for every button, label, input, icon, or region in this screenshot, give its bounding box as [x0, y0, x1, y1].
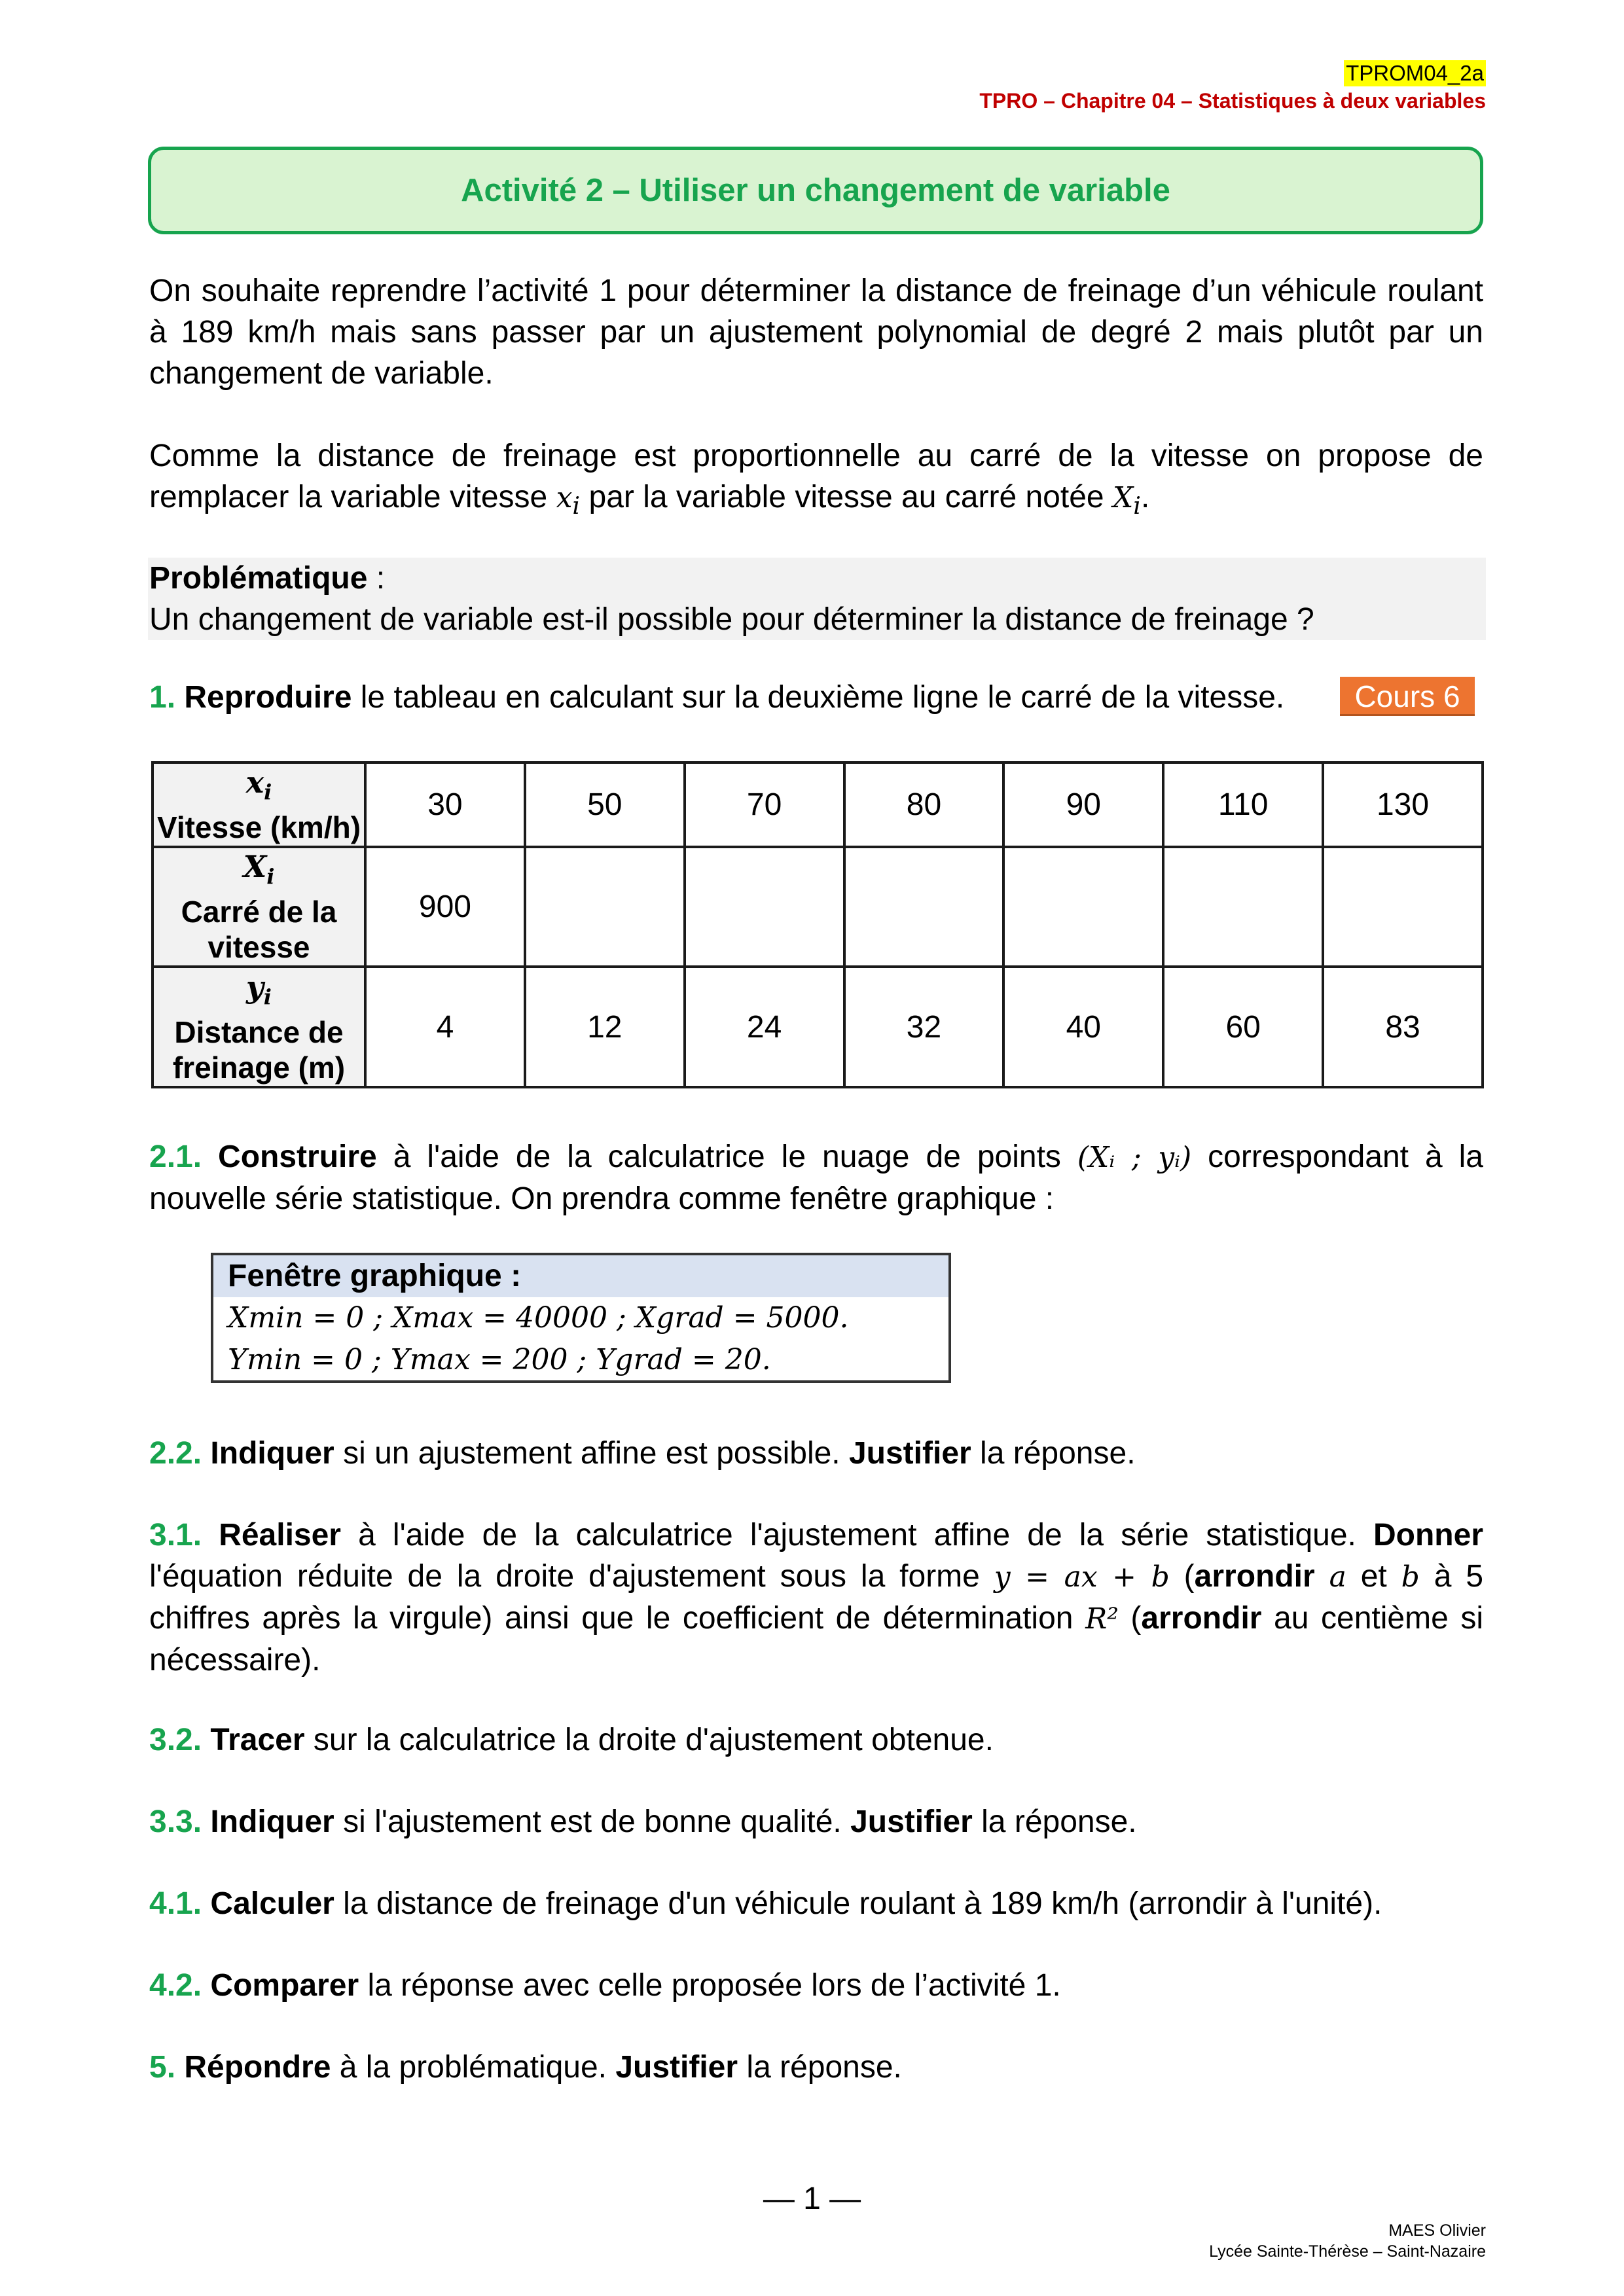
- activity-title-box: [148, 147, 1483, 234]
- var-x: $x_i$: [556, 481, 581, 520]
- problematique-label: Problématique: [149, 561, 368, 596]
- table-cell: 70: [685, 762, 844, 847]
- table-cell: 4: [365, 967, 525, 1087]
- graph-window-y-settings: Ymin = 0 ; Ymax = 200 ; Ygrad = 20.: [228, 1343, 771, 1376]
- document-code: TPROM04_2a: [1344, 60, 1486, 86]
- question-4-1: 4.1. Calculer la distance de freinage d'un véhicule roulant à 189 km/h (arrondir à l'unité).: [149, 1886, 1382, 1921]
- question-1: [149, 677, 1483, 718]
- question-number: 1.: [149, 680, 176, 715]
- var-X: $X_i$: [1112, 481, 1141, 520]
- table-cell: [844, 847, 1004, 967]
- row-header: [153, 762, 365, 847]
- graph-window-title: Fenêtre graphique :: [213, 1255, 948, 1297]
- table-cell: 80: [844, 762, 1004, 847]
- row-label: Vitesse (km/h): [156, 810, 361, 845]
- activity-title: Activité 2 – Utiliser un changement de variable: [461, 173, 1170, 208]
- table-cell: 32: [844, 967, 1004, 1087]
- question-3-1: 3.1. Réaliser à l'aide de la calculatrice l'ajustement affine de la série statistique. Donner l'équation réduite de la droite d'ajustement sous la forme y = ax + b (arrondir a et b à 5 chiffres après la virgule) ainsi que le coefficient de détermination R² (arrondir au centième si nécessaire).: [149, 1518, 1484, 1677]
- table-row: [153, 847, 1483, 967]
- table-cell: [1323, 847, 1483, 967]
- cours-reference-badge[interactable]: Cours 6: [1340, 677, 1475, 716]
- row-header: [153, 967, 365, 1087]
- point-notation: (Xᵢ ; yᵢ): [1077, 1141, 1192, 1174]
- data-table: [151, 761, 1484, 1088]
- footer-author: MAES Olivier: [1388, 2221, 1486, 2240]
- row-label: Carré de la vitesse: [181, 895, 337, 965]
- question-verb: Construire: [218, 1139, 377, 1174]
- table-cell: [525, 847, 685, 967]
- question-text: le tableau en calculant sur la deuxième ligne le carré de la vitesse.: [352, 680, 1285, 715]
- table-cell: 50: [525, 762, 685, 847]
- problematique-question: Un changement de variable est-il possible pour déterminer la distance de freinage ?: [149, 602, 1314, 637]
- row-label: Distance de freinage (m): [172, 1014, 346, 1085]
- table-cell: 110: [1163, 762, 1323, 847]
- row-symbol: $X_i$: [243, 849, 275, 889]
- question-2-2: 2.2. Indiquer si un ajustement affine est possible. Justifier la réponse.: [149, 1436, 1136, 1471]
- equation: y = ax + b: [994, 1560, 1170, 1594]
- table-row: [153, 762, 1483, 847]
- chapter-title: TPRO – Chapitre 04 – Statistiques à deux variables: [979, 89, 1486, 113]
- question-number: 2.2.: [149, 1436, 202, 1471]
- r-squared: R²: [1085, 1602, 1119, 1636]
- problematique: Problématique : Un changement de variable est-il possible pour déterminer la distance de freinage ?: [149, 558, 1483, 640]
- question-number: 3.1.: [149, 1518, 202, 1552]
- question-5: 5. Répondre à la problématique. Justifier la réponse.: [149, 2050, 902, 2085]
- question-3-2: 3.2. Tracer sur la calculatrice la droite d'ajustement obtenue.: [149, 1723, 994, 1757]
- table-cell: 130: [1323, 762, 1483, 847]
- footer-school: Lycée Sainte-Thérèse – Saint-Nazaire: [1209, 2242, 1486, 2261]
- row-symbol: $x_i$: [245, 764, 272, 805]
- question-number: 2.1.: [149, 1139, 202, 1174]
- table-cell: 60: [1163, 967, 1323, 1087]
- intro-paragraph-1: [149, 270, 1483, 394]
- table-cell: [1003, 847, 1163, 967]
- question-2-1: 2.1. Construire à l'aide de la calculatrice le nuage de points (Xᵢ ; yᵢ) correspondant à la nouvelle série statistique. On prendra comme fenêtre graphique :: [149, 1139, 1484, 1216]
- page-number: — 1 —: [763, 2181, 861, 2216]
- intro-text-2a: Comme la distance de freinage est proportionnelle au carré de la vitesse on propose de remplacer la variable vitesse: [149, 439, 1483, 514]
- table-cell: 900: [365, 847, 525, 967]
- table-cell: 40: [1003, 967, 1163, 1087]
- graph-window-x-settings: Xmin = 0 ; Xmax = 40000 ; Xgrad = 5000.: [228, 1301, 849, 1335]
- graph-window-box: [211, 1253, 951, 1383]
- intro-paragraph-2: Comme la distance de freinage est proportionnelle au carré de la vitesse on propose de remplacer la variable vitesse $x_i$ par la variable vitesse au carré notée $X_i$.: [149, 439, 1483, 520]
- question-verb: Reproduire: [184, 680, 352, 715]
- table-row: [153, 967, 1483, 1087]
- table-cell: 30: [365, 762, 525, 847]
- intro-text-2b: par la variable vitesse au carré notée: [580, 480, 1113, 514]
- row-header: [153, 847, 365, 967]
- table-cell: [685, 847, 844, 967]
- table-cell: 24: [685, 967, 844, 1087]
- table-cell: 83: [1323, 967, 1483, 1087]
- question-3-3: 3.3. Indiquer si l'ajustement est de bonne qualité. Justifier la réponse.: [149, 1804, 1137, 1839]
- table-cell: 12: [525, 967, 685, 1087]
- table-cell: [1163, 847, 1323, 967]
- table-cell: 90: [1003, 762, 1163, 847]
- intro-text-1: On souhaite reprendre l’activité 1 pour déterminer la distance de freinage d’un véhicule roulant à 189 km/h mais sans passer par un ajustement polynomial de degré 2 mais plutôt par un changement de variable.: [149, 274, 1483, 391]
- row-symbol: $y_i$: [246, 969, 272, 1009]
- question-4-2: 4.2. Comparer la réponse avec celle proposée lors de l’activité 1.: [149, 1968, 1061, 2003]
